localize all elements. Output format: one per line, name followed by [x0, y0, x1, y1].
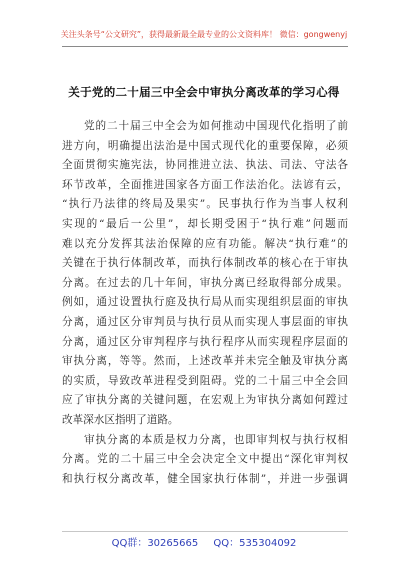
text-line: 分离。党的二十届三中全会决定全文中提出“深化审判权	[62, 453, 348, 466]
promo-header: 关注头条号“公文研究”，获得最新最全最专业的公文资料库！ 微信：gongwenyj	[60, 30, 348, 39]
text-line: 改革深水区指明了道路。	[62, 413, 179, 426]
text-line: 和执行权分离改革，健全国家执行体制”，并进一步强调	[62, 472, 348, 485]
text-line: 的实质，导致改革进程受到阻碍。党的二十届三中全会回	[62, 374, 348, 387]
text-line: 进方向，明确提出法治是中国式现代化的重要保障，必须	[62, 139, 348, 152]
paragraph	[62, 431, 348, 490]
text-line: 分离，通过区分审判员与执行员从而实现人事层面的审执	[62, 315, 348, 328]
document-title: 关于党的二十届三中全会中审执分离改革的学习心得	[68, 85, 340, 99]
header-divider	[62, 46, 348, 47]
qq-number-text: QQ：535304092	[213, 538, 297, 549]
document-body	[62, 117, 348, 489]
text-line: 应了审执分离的关键问题，在宏观上为审执分离如何蹚过	[62, 394, 348, 407]
text-line: 环节改革，全面推进国家各方面工作法治化。法谚有云，	[62, 178, 348, 191]
text-line: 例如，通过设置执行庭及执行局从而实现组织层面的审执	[62, 296, 348, 309]
qq-group-text: QQ群：30265665	[111, 538, 199, 549]
text-line: 党的二十届三中全会为如何推动中国现代化指明了前	[84, 120, 348, 132]
text-line: 分离，通过区分审判程序与执行程序从而实现程序层面的	[62, 335, 348, 348]
text-line: “执行乃法律的终局及果实”。民事执行作为当事人权利	[62, 198, 348, 211]
text-line: 审执分离的本质是权力分离，也即审判权与执行权相	[84, 433, 348, 446]
text-line: 分离。在过去的几十年间，审执分离已经取得部分成果。	[62, 276, 348, 289]
text-line: 关键在于执行体制改革，而执行体制改革的核心在于审执	[62, 257, 348, 270]
contact-footer	[0, 534, 408, 549]
text-line: 审执分离，等等。然而，上述改革并未完全触及审执分离	[62, 355, 348, 368]
footer-divider	[62, 531, 348, 532]
text-line: 全面贯彻实施宪法，协同推进立法、执法、司法、守法各	[62, 159, 348, 172]
text-line: 实现的“最后一公里”，却长期受困于“执行难”问题而	[62, 217, 348, 230]
text-line: 难以充分发挥其法治保障的应有功能。解决“执行难”的	[62, 237, 348, 250]
paragraph	[62, 117, 348, 431]
